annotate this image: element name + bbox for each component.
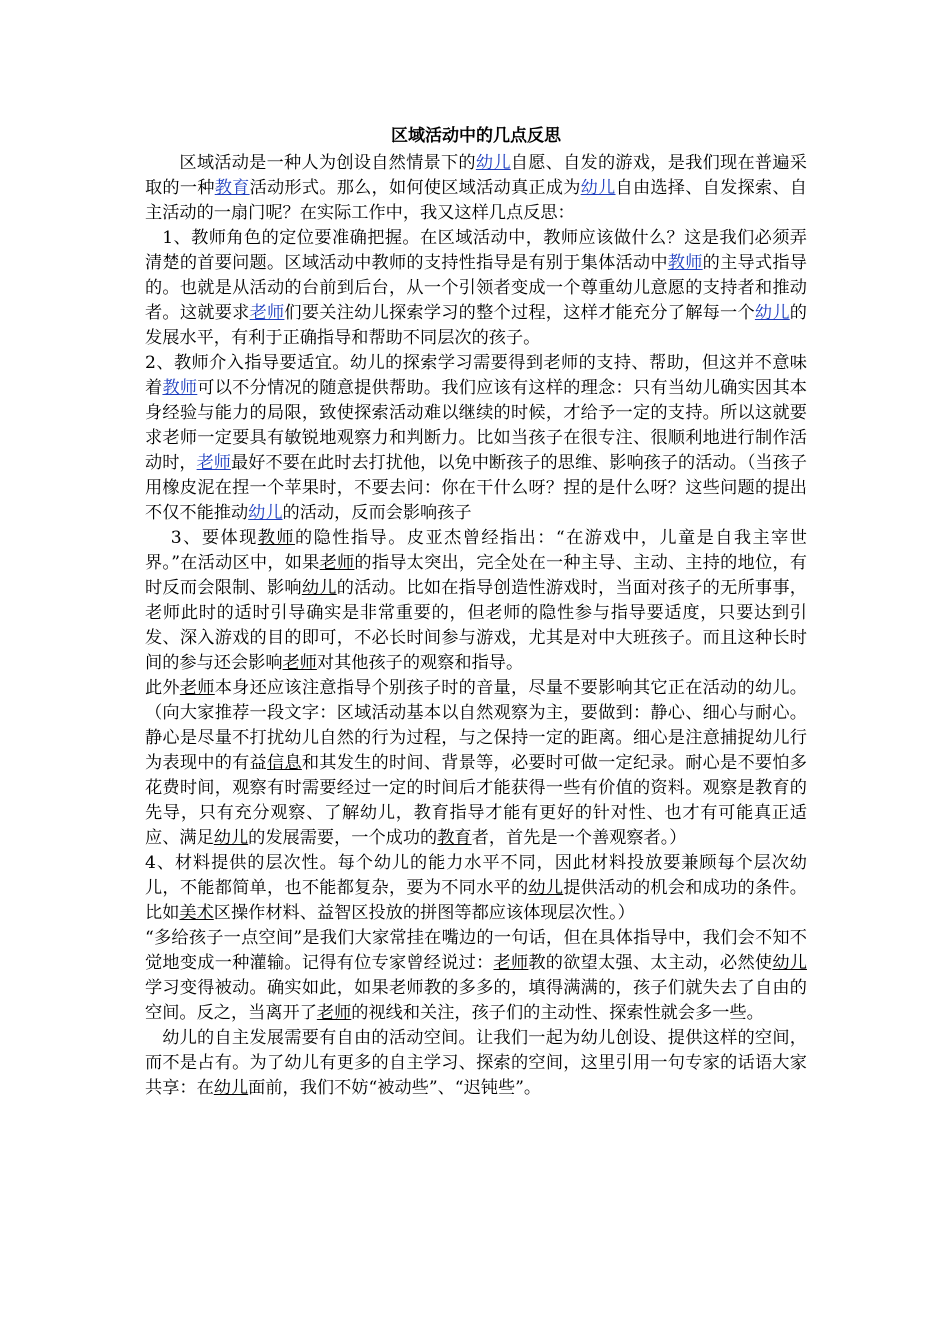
underlined-term[interactable]: 幼儿 [772, 953, 807, 973]
text-run: 3、要体现 [170, 528, 258, 548]
paragraph-point-4 [145, 851, 807, 926]
text-run: 的隐性指导。皮亚杰曾经指出：“在游戏中，儿童是自我主宰世界。”在活动区中，如果 [145, 528, 807, 573]
link-jiaoyu[interactable]: 教育 [214, 178, 250, 198]
underlined-term[interactable]: 幼儿 [213, 1078, 249, 1098]
underlined-term[interactable]: 教育 [437, 828, 472, 848]
text-run: 2、教师介入指导要适宜。幼儿的探索学习需要得到老师的支持、帮助，但这并不意味着 [145, 353, 807, 398]
text-run: 的活动。比如在指导创造性游戏时，当面对孩子的无所事事，老师此时的适时引导确实是非常重要的，但老师的隐性参与指导要适度，只要达到引发、深入游戏的目的即可，不必长时间参与游戏，尤其是对中大班孩子。而且这种长时间的参与还会影响 [145, 578, 807, 673]
text-run: 的发展水平，有利于正确指导和帮助不同层次的孩子。 [145, 303, 807, 348]
underlined-term[interactable]: 教师 [257, 528, 296, 548]
link-jiaoshi[interactable]: 教师 [667, 253, 703, 273]
link-youer[interactable]: 幼儿 [248, 503, 283, 523]
text-run: 区操作材料、益智区投放的拼图等都应该体现层次性。） [213, 903, 635, 923]
text-run: 对其他孩子的观察和指导。 [316, 653, 524, 673]
underlined-term[interactable]: 老师 [316, 1003, 352, 1023]
underlined-term[interactable]: 老师 [179, 678, 215, 698]
text-run: 的主导式指导的。也就是从活动的台前到后台，从一个引领者变成一个尊重幼儿意愿的支持者和推动者。这就要求 [145, 253, 807, 323]
underlined-term[interactable]: 老师 [319, 553, 355, 573]
document-title: 区域活动中的几点反思 [391, 126, 561, 146]
text-run: 的活动，反而会影响孩子 [282, 503, 472, 523]
text-run: 面前，我们不妨“被动些”、“迟钝些”。 [248, 1078, 542, 1098]
text-run: 活动形式。那么，如何使区域活动真正成为 [249, 178, 581, 198]
text-run: 4、材料提供的层次性。每个幼儿的能力水平不同，因此材料投放要兼顾每个层次幼儿，不能都简单，也不能都复杂，要为不同水平的 [145, 853, 807, 898]
text-run: 1、教师角色的定位要准确把握。在区域活动中，教师应该做什么？这是我们必须弄清楚的首要问题。区域活动中教师的支持性指导是有别于集体活动中 [145, 228, 807, 273]
text-run: 自由选择、自发探索、自主活动的一扇门呢？在实际工作中，我又这样几点反思： [145, 178, 807, 223]
underlined-term[interactable]: 老师 [282, 653, 317, 673]
text-run: 幼儿的自主发展需要有自由的活动空间。让我们一起为幼儿创设、提供这样的空间，而不是占有。为了幼儿有更多的自主学习、探索的空间，这里引用一句专家的话语大家共享：在 [145, 1028, 807, 1098]
link-jiaoshi[interactable]: 教师 [162, 378, 198, 398]
paragraph-point-3 [145, 526, 807, 676]
text-run: 此外 [145, 678, 180, 698]
underlined-term[interactable]: 幼儿 [301, 578, 337, 598]
link-laoshi[interactable]: 老师 [249, 303, 285, 323]
text-run: 提供活动的机会和成功的条件。比如 [145, 878, 807, 923]
paragraph-intro [145, 151, 807, 226]
paragraph-point-1 [145, 226, 807, 351]
text-run: 教的欲望太强、太主动，必然使 [528, 953, 773, 973]
link-laoshi[interactable]: 老师 [196, 453, 231, 473]
text-run: 本身还应该注意指导个别孩子时的音量，尽量不要影响其它正在活动的幼儿。（向大家推荐一段文字：区域活动基本以自然观察为主，要做到：静心、细心与耐心。静心是尽量不打扰幼儿自然的行为过程，与之保持一定的距离。细心是注意捕捉幼儿行为表现中的有益 [145, 678, 807, 773]
paragraph-space [145, 926, 807, 1026]
text-run: 可以不分情况的随意提供帮助。我们应该有这样的理念：只有当幼儿确实因其本身经验与能力的局限，致使探索活动难以继续的时候，才给予一定的支持。所以这就要求老师一定要具有敏锐地观察力和判断力。比如当孩子在很专注、很顺利地进行制作活动时， [145, 378, 807, 473]
text-run: 区域活动是一种人为创设自然情景下的 [179, 153, 476, 173]
text-run: “多给孩子一点空间”是我们大家常挂在嘴边的一句话，但在具体指导中，我们会不知不觉地变成一种灌输。记得有位专家曾经说过： [145, 928, 807, 973]
underlined-term[interactable]: 幼儿 [213, 828, 249, 848]
paragraph-note [145, 676, 807, 851]
text-run: 的发展需要，一个成功的 [248, 828, 438, 848]
paragraph-conclusion [145, 1026, 807, 1101]
underlined-term[interactable]: 信息 [266, 753, 302, 773]
text-run: 最好不要在此时去打扰他，以免中断孩子的思维、影响孩子的活动。（当孩子用橡皮泥在捏一个苹果时，不要去问：你在干什么呀？捏的是什么呀？这些问题的提出不仅不能推动 [145, 453, 807, 523]
document-body [145, 124, 807, 1101]
underlined-term[interactable]: 幼儿 [528, 878, 564, 898]
link-youer[interactable]: 幼儿 [580, 178, 616, 198]
text-run: 和其发生的时间、背景等，必要时可做一定纪录。耐心是不要怕多花费时间，观察有时需要经过一定的时间后才能获得一些有价值的资料。观察是教育的先导，只有充分观察、了解幼儿，教育指导才能有更好的针对性、也才有可能真正适应、满足 [145, 753, 807, 848]
link-youer[interactable]: 幼儿 [475, 153, 511, 173]
text-run: 学习变得被动。确实如此，如果老师教的多多的，填得满满的，孩子们就失去了自由的空间。反之，当离开了 [145, 978, 807, 1023]
text-run: 的视线和关注，孩子们的主动性、探索性就会多一些。 [351, 1003, 764, 1023]
text-run: 者，首先是一个善观察者。） [471, 828, 687, 848]
text-run: 自愿、自发的游戏，是我们现在普遍采取的一种 [145, 153, 807, 198]
paragraph-point-2 [145, 351, 807, 526]
link-youer[interactable]: 幼儿 [754, 303, 790, 323]
underlined-term[interactable]: 美术 [179, 903, 214, 923]
text-run: 们要关注幼儿探索学习的整个过程，这样才能充分了解每一个 [284, 303, 755, 323]
underlined-term[interactable]: 老师 [493, 953, 529, 973]
text-run: 的指导太突出，完全处在一种主导、主动、主持的地位，有时反而会限制、影响 [145, 553, 807, 598]
